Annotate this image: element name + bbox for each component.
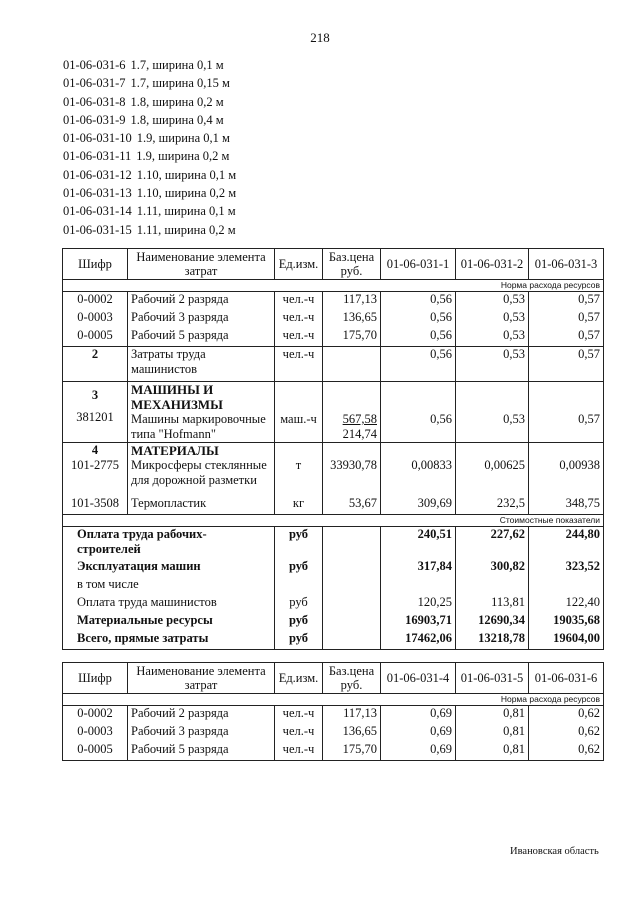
resource-name: Рабочий 2 разряда bbox=[128, 706, 275, 725]
norm-value: 232,5 bbox=[456, 496, 529, 515]
code: 01-06-031-10 bbox=[63, 131, 132, 146]
norm-value: 0,00625 bbox=[456, 458, 529, 496]
code-list-item bbox=[63, 93, 236, 111]
summary-unit: руб bbox=[275, 631, 323, 650]
norm-value: 0,00833 bbox=[381, 458, 456, 496]
resource-price: 117,13 bbox=[323, 292, 381, 311]
summary-value: 227,62 bbox=[456, 527, 529, 560]
resource-price: 175,70 bbox=[323, 328, 381, 347]
code-list-item bbox=[63, 74, 236, 92]
resource-price: 175,70 bbox=[323, 742, 381, 761]
resource-name: Термопластик bbox=[128, 496, 275, 515]
table-row bbox=[63, 347, 604, 382]
norm-value: 348,75 bbox=[529, 496, 604, 515]
summary-name: Всего, прямые затраты bbox=[63, 631, 275, 650]
header-column: 01-06-031-6 bbox=[529, 663, 604, 694]
header-code: Шифр bbox=[63, 663, 128, 694]
group-title: МАТЕРИАЛЫ bbox=[128, 443, 275, 459]
resource-name: Машины маркировочные типа "Hofmann" bbox=[131, 412, 266, 441]
resource-code: 101-3508 bbox=[63, 496, 128, 515]
summary-unit: руб bbox=[275, 595, 323, 613]
resource-name: Рабочий 5 разряда bbox=[128, 742, 275, 761]
header-column: 01-06-031-3 bbox=[529, 249, 604, 280]
norm-label: Норма расхода ресурсов bbox=[63, 280, 604, 292]
resource-name: Затраты труда машинистов bbox=[128, 347, 275, 382]
norm-value: 0,53 bbox=[456, 347, 529, 382]
code-list-item bbox=[63, 166, 236, 184]
norm-value: 0,56 bbox=[381, 328, 456, 347]
summary-value: 323,52 bbox=[529, 559, 604, 577]
resource-name: Рабочий 5 разряда bbox=[128, 328, 275, 347]
norm-value: 0,53 bbox=[456, 382, 529, 443]
norm-value: 0,62 bbox=[529, 742, 604, 761]
table-row bbox=[63, 443, 604, 459]
norm-value: 0,81 bbox=[456, 742, 529, 761]
norm-value: 0,81 bbox=[456, 706, 529, 725]
resource-price: 117,13 bbox=[323, 706, 381, 725]
summary-unit bbox=[275, 577, 323, 595]
norm-value: 0,69 bbox=[381, 724, 456, 742]
norm-value: 0,56 bbox=[381, 292, 456, 311]
header-name: Наименование элемента затрат bbox=[128, 663, 275, 694]
summary-row bbox=[63, 559, 604, 577]
summary-value: 240,51 bbox=[381, 527, 456, 560]
norm-label-row bbox=[63, 280, 604, 292]
table-row bbox=[63, 742, 604, 761]
empty-cell bbox=[323, 443, 381, 459]
norm-value: 0,69 bbox=[381, 742, 456, 761]
footer-region: Ивановская область bbox=[510, 846, 599, 857]
empty-cell bbox=[323, 595, 381, 613]
header-name: Наименование элемента затрат bbox=[128, 249, 275, 280]
header-price: Баз.цена руб. bbox=[323, 663, 381, 694]
table-row bbox=[63, 292, 604, 311]
header-unit: Ед.изм. bbox=[275, 249, 323, 280]
summary-value bbox=[529, 577, 604, 595]
group-number: 3 bbox=[91, 388, 99, 402]
norm-value: 0,57 bbox=[529, 328, 604, 347]
summary-value: 244,80 bbox=[529, 527, 604, 560]
summary-name: Материальные ресурсы bbox=[63, 613, 275, 631]
group-code: 2 bbox=[63, 347, 128, 382]
price-secondary: 214,74 bbox=[342, 427, 377, 441]
resource-unit: кг bbox=[275, 496, 323, 515]
resource-unit: чел.-ч bbox=[275, 706, 323, 725]
table-row bbox=[63, 724, 604, 742]
header-column: 01-06-031-4 bbox=[381, 663, 456, 694]
resource-code: 0-0005 bbox=[63, 328, 128, 347]
cost-label-row bbox=[63, 515, 604, 527]
empty-cell bbox=[323, 613, 381, 631]
resource-price: 53,67 bbox=[323, 496, 381, 515]
norm-value: 0,53 bbox=[456, 292, 529, 311]
resource-unit: т bbox=[275, 458, 323, 496]
code-list-item bbox=[63, 202, 236, 220]
norm-value: 309,69 bbox=[381, 496, 456, 515]
summary-value: 16903,71 bbox=[381, 613, 456, 631]
table-row bbox=[63, 310, 604, 328]
header-unit: Ед.изм. bbox=[275, 663, 323, 694]
resource-code: 0-0002 bbox=[63, 706, 128, 725]
norm-value: 0,57 bbox=[529, 292, 604, 311]
resource-code: 0-0003 bbox=[63, 310, 128, 328]
header-price: Баз.цена руб. bbox=[323, 249, 381, 280]
code-list-item bbox=[63, 147, 236, 165]
code-description: 1.11, ширина 0,2 м bbox=[136, 222, 236, 237]
resource-table-2 bbox=[62, 662, 604, 761]
page-number: 218 bbox=[310, 30, 330, 45]
code: 01-06-031-14 bbox=[63, 204, 132, 219]
cost-label: Стоимостные показатели bbox=[63, 515, 604, 527]
header-row bbox=[63, 249, 604, 280]
empty-cell bbox=[381, 443, 456, 459]
summary-row bbox=[63, 613, 604, 631]
table-row bbox=[63, 458, 604, 496]
table-row bbox=[63, 328, 604, 347]
summary-row bbox=[63, 595, 604, 613]
norm-label: Норма расхода ресурсов bbox=[63, 694, 604, 706]
header-column: 01-06-031-5 bbox=[456, 663, 529, 694]
code-list bbox=[63, 56, 236, 239]
resource-code: 0-0005 bbox=[63, 742, 128, 761]
code-description: 1.7, ширина 0,15 м bbox=[130, 76, 230, 91]
empty-cell bbox=[323, 577, 381, 595]
empty-cell bbox=[456, 443, 529, 459]
norm-value: 0,53 bbox=[456, 328, 529, 347]
resource-code: 0-0003 bbox=[63, 724, 128, 742]
summary-value: 19035,68 bbox=[529, 613, 604, 631]
resource-table-1 bbox=[62, 248, 604, 650]
resource-name: Рабочий 3 разряда bbox=[128, 724, 275, 742]
summary-value: 122,40 bbox=[529, 595, 604, 613]
resource-name bbox=[128, 382, 275, 443]
resource-code: 0-0002 bbox=[63, 292, 128, 311]
code-description: 1.8, ширина 0,4 м bbox=[130, 112, 224, 127]
norm-value: 0,57 bbox=[529, 310, 604, 328]
code: 01-06-031-13 bbox=[63, 186, 132, 201]
empty-cell bbox=[323, 559, 381, 577]
norm-value: 0,81 bbox=[456, 724, 529, 742]
empty-cell bbox=[323, 631, 381, 650]
resource-name: Микросферы стеклянные для дорожной разметки bbox=[128, 458, 275, 496]
summary-name: Оплата труда рабочих-строителей bbox=[63, 527, 275, 560]
empty-cell bbox=[323, 527, 381, 560]
summary-value bbox=[456, 577, 529, 595]
code-description: 1.10, ширина 0,1 м bbox=[136, 167, 237, 182]
table-row bbox=[63, 382, 604, 443]
resource-unit: чел.-ч bbox=[275, 328, 323, 347]
resource-name: Рабочий 2 разряда bbox=[128, 292, 275, 311]
norm-value: 0,57 bbox=[529, 382, 604, 443]
code: 01-06-031-11 bbox=[63, 149, 132, 164]
code-description: 1.9, ширина 0,1 м bbox=[136, 131, 230, 146]
norm-value: 0,00938 bbox=[529, 458, 604, 496]
norm-value: 0,53 bbox=[456, 310, 529, 328]
code-description: 1.8, ширина 0,2 м bbox=[130, 94, 224, 109]
summary-value: 113,81 bbox=[456, 595, 529, 613]
norm-value: 0,62 bbox=[529, 724, 604, 742]
summary-row bbox=[63, 631, 604, 650]
summary-value: 19604,00 bbox=[529, 631, 604, 650]
resource-unit: чел.-ч bbox=[275, 310, 323, 328]
resource-price: 136,65 bbox=[323, 310, 381, 328]
summary-name: Оплата труда машинистов bbox=[63, 595, 275, 613]
header-row bbox=[63, 663, 604, 694]
code-list-item bbox=[63, 221, 236, 239]
code-description: 1.7, ширина 0,1 м bbox=[130, 58, 224, 72]
summary-unit: руб bbox=[275, 559, 323, 577]
code-list-item bbox=[63, 184, 236, 202]
code-description: 1.10, ширина 0,2 м bbox=[136, 186, 237, 201]
empty-cell bbox=[275, 443, 323, 459]
resource-price: 33930,78 bbox=[323, 458, 381, 496]
summary-row bbox=[63, 527, 604, 560]
resource-price bbox=[323, 382, 381, 443]
summary-unit: руб bbox=[275, 527, 323, 560]
summary-name: в том числе bbox=[63, 577, 275, 595]
table-row bbox=[63, 706, 604, 725]
resource-name: Рабочий 3 разряда bbox=[128, 310, 275, 328]
summary-value: 300,82 bbox=[456, 559, 529, 577]
summary-row bbox=[63, 577, 604, 595]
price-primary: 567,58 bbox=[342, 412, 377, 426]
group-number: 4 bbox=[63, 443, 128, 459]
norm-value: 0,56 bbox=[381, 310, 456, 328]
empty-cell bbox=[529, 443, 604, 459]
resource-unit: чел.-ч bbox=[275, 724, 323, 742]
norm-value: 0,62 bbox=[529, 706, 604, 725]
resource-unit: чел.-ч bbox=[275, 347, 323, 382]
summary-value bbox=[381, 577, 456, 595]
summary-value: 17462,06 bbox=[381, 631, 456, 650]
resource-unit: маш.-ч bbox=[275, 382, 323, 443]
summary-value: 13218,78 bbox=[456, 631, 529, 650]
resource-unit: чел.-ч bbox=[275, 742, 323, 761]
summary-value: 317,84 bbox=[381, 559, 456, 577]
code-list-item bbox=[63, 56, 236, 74]
header-code: Шифр bbox=[63, 249, 128, 280]
group-code bbox=[63, 382, 128, 443]
summary-value: 120,25 bbox=[381, 595, 456, 613]
header-column: 01-06-031-2 bbox=[456, 249, 529, 280]
group-title: МАШИНЫ И МЕХАНИЗМЫ bbox=[131, 382, 223, 412]
header-column: 01-06-031-1 bbox=[381, 249, 456, 280]
code: 01-06-031-7 bbox=[63, 76, 126, 91]
code: 01-06-031-12 bbox=[63, 167, 132, 182]
summary-name: Эксплуатация машин bbox=[63, 559, 275, 577]
resource-price: 136,65 bbox=[323, 724, 381, 742]
norm-value: 0,69 bbox=[381, 706, 456, 725]
resource-price bbox=[323, 347, 381, 382]
summary-unit: руб bbox=[275, 613, 323, 631]
summary-value: 12690,34 bbox=[456, 613, 529, 631]
norm-label-row bbox=[63, 694, 604, 706]
code-list-item bbox=[63, 111, 236, 129]
norm-value: 0,56 bbox=[381, 382, 456, 443]
code: 01-06-031-6 bbox=[63, 58, 126, 72]
table-row bbox=[63, 496, 604, 515]
norm-value: 0,56 bbox=[381, 347, 456, 382]
resource-unit: чел.-ч bbox=[275, 292, 323, 311]
resource-code: 101-2775 bbox=[63, 458, 128, 496]
code-description: 1.11, ширина 0,1 м bbox=[136, 204, 236, 219]
code: 01-06-031-8 bbox=[63, 94, 126, 109]
norm-value: 0,57 bbox=[529, 347, 604, 382]
resource-code: 381201 bbox=[76, 410, 114, 424]
code-list-item bbox=[63, 129, 236, 147]
code: 01-06-031-9 bbox=[63, 112, 126, 127]
code: 01-06-031-15 bbox=[63, 222, 132, 237]
code-description: 1.9, ширина 0,2 м bbox=[136, 149, 230, 164]
